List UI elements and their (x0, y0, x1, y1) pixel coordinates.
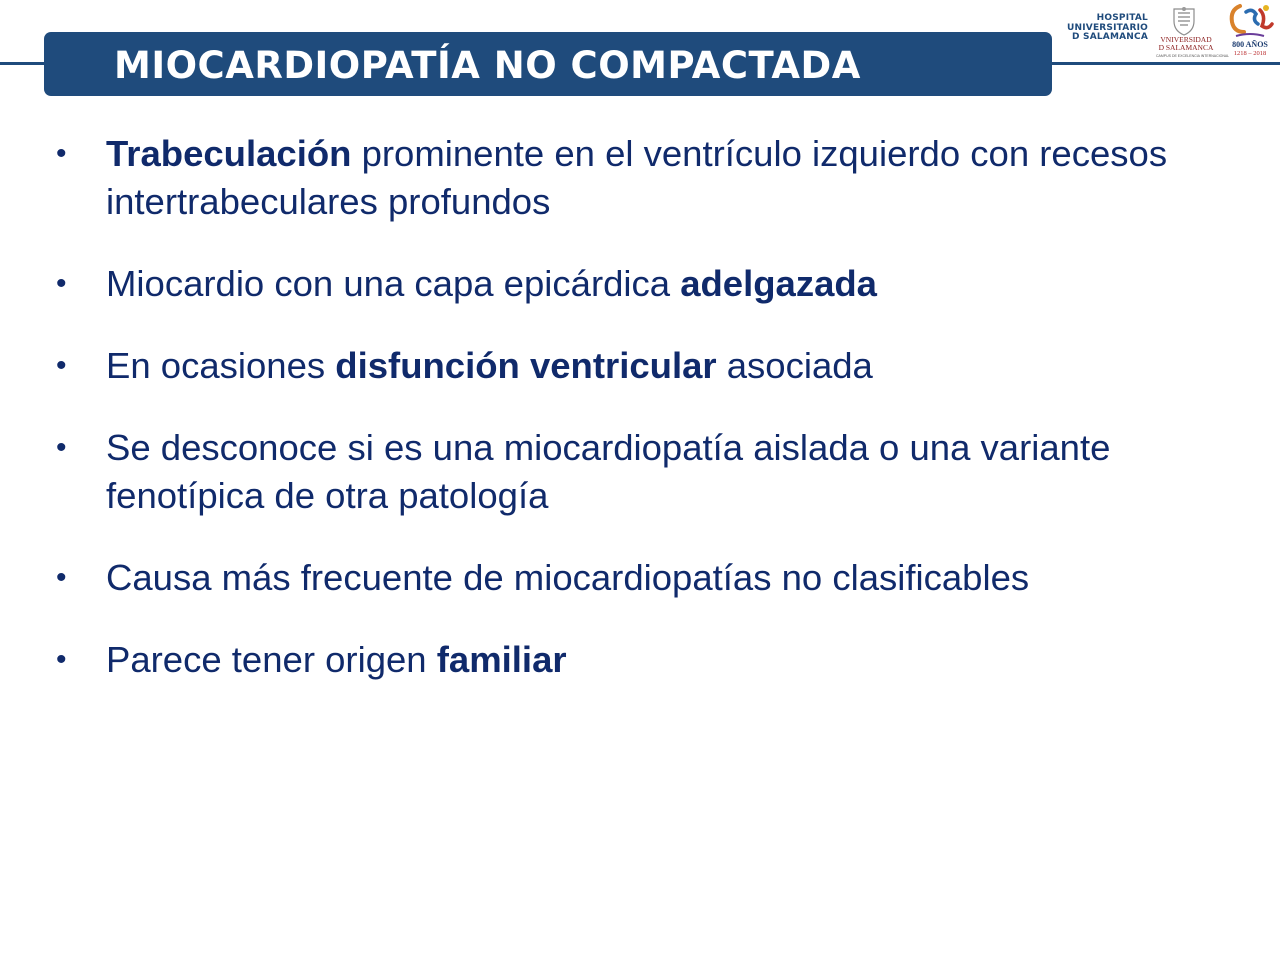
university-logo-text (1156, 36, 1216, 52)
bullet-marker: • (56, 561, 67, 594)
bullet-text-bold: familiar (436, 639, 567, 680)
anniversary-label: 800 AÑOS (1232, 40, 1268, 49)
bullet-item (56, 636, 1236, 684)
bullet-text: En ocasiones (106, 345, 336, 386)
university-logo (1156, 6, 1230, 58)
bullet-marker: • (56, 349, 67, 382)
bullet-item (56, 342, 1236, 390)
bullet-text: Miocardio con una capa epicárdica (106, 263, 681, 304)
bullet-text-bold: disfunción ventricular (335, 345, 717, 386)
bullet-marker: • (56, 643, 67, 676)
slide-title: MIOCARDIOPATÍA NO COMPACTADA (114, 44, 861, 87)
university-crest-icon (1170, 6, 1198, 36)
title-bar (44, 32, 1052, 96)
bullet-item (56, 424, 1236, 520)
university-logo-line: VNIVERSIDAD (1160, 35, 1212, 44)
bullet-item (56, 130, 1236, 226)
bullet-text: asociada (716, 345, 873, 386)
bullet-item (56, 260, 1236, 308)
hospital-logo-line: HOSPITAL (1096, 13, 1148, 23)
bullet-text-bold: adelgazada (680, 263, 877, 304)
bullet-text: prominente en el ventrículo izquierdo con recesos intertrabeculares profundos (106, 133, 1168, 222)
anniversary-years: 1218 – 2018 (1233, 50, 1267, 57)
hospital-logo (1054, 14, 1148, 43)
anniversary-emblem-icon (1222, 2, 1278, 40)
hospital-logo-line: D SALAMANCA (1072, 32, 1148, 42)
logo-strip (1052, 0, 1280, 62)
university-logo-subtitle: CAMPUS DE EXCELENCIA INTERNACIONAL (1156, 54, 1230, 58)
hospital-logo-line: UNIVERSITARIO (1067, 22, 1148, 33)
bullet-text: Parece tener origen (106, 639, 437, 680)
bullet-list (56, 130, 1236, 718)
bullet-text-bold: Trabeculación (106, 133, 352, 174)
bullet-marker: • (56, 431, 67, 464)
anniversary-logo (1222, 2, 1278, 60)
bullet-marker: • (56, 267, 67, 300)
bullet-marker: • (56, 137, 67, 170)
university-logo-line: D SALAMANCA (1158, 43, 1214, 52)
bullet-item (56, 554, 1236, 602)
bullet-text: Causa más frecuente de miocardiopatías no clasificables (106, 557, 1030, 598)
bullet-text: Se desconoce si es una miocardiopatía aislada o una variante fenotípica de otra patología (106, 427, 1111, 516)
